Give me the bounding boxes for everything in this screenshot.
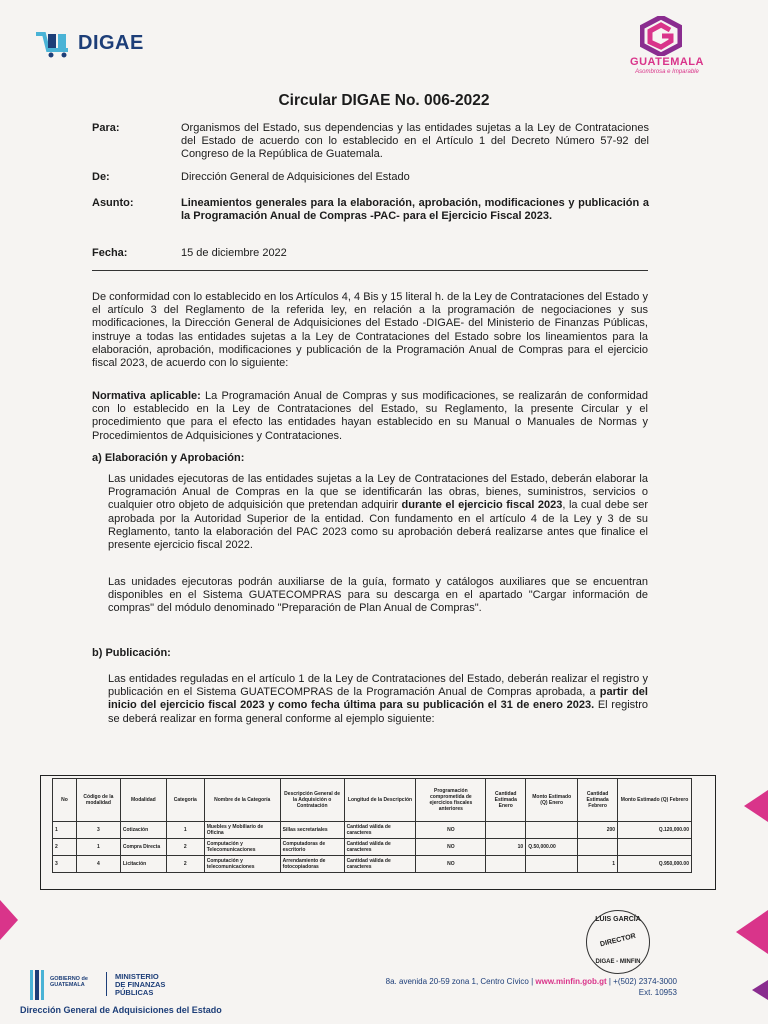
normativa-text: La Programación Anual de Compras y sus modificaciones, se realizarán de conformidad con lo establecido en la Ley de Contrataciones del Estado, su Reglamento, la presente Circular y el procedimiento que para el efecto las entidades hayan establecido en su Manual o Manuales de Normas y Procedimientos de Adquisiciones y Contrataciones. (92, 390, 649, 442)
section-a-paragraph-1 (108, 473, 648, 552)
gob-line-2: GUATEMALA (50, 982, 85, 988)
table-cell: NO (416, 839, 486, 856)
table-cell: 10 (486, 839, 526, 856)
table-header-cell: Monto Estimado (Q) Febrero (618, 779, 692, 822)
table-cell: Cotización (120, 822, 166, 839)
ministerio-logo-text (115, 973, 165, 997)
table-cell (526, 856, 578, 873)
table-header-cell: Descripción General de la Adquisición o Contratación (280, 779, 344, 822)
table-cell: Q.120,000.00 (618, 822, 692, 839)
decorative-chevrons (730, 790, 768, 1020)
table-cell: Computadoras de escritorio (280, 839, 344, 856)
asunto-text: Lineamientos generales para la elaboración, aprobación, modificaciones y publicación a la Programación Anual de Compras -PAC- para el Ejercicio Fiscal 2023. (181, 197, 649, 222)
digae-wordmark: DIGAE (78, 32, 144, 54)
table-row (53, 856, 692, 873)
table-cell: 1 (166, 822, 204, 839)
para-label: Para: (92, 122, 120, 134)
table-cell (618, 839, 692, 856)
b-p1-text-2: El registro se deberá realizar en forma general conforme al ejemplo siguiente: (108, 699, 648, 725)
a-p1-text-1: Las unidades ejecutoras de las entidades sujetas a la Ley de Contrataciones del Estado, deberán elaborar la Programación Anual de Compras en la que se identificarán las obras, bienes, suministros, servicios o cualquier otro objeto de adquisición que pretendan adquirir (108, 473, 648, 512)
table-header-cell: Nombre de la Categoría (204, 779, 280, 822)
a-p1-bold: durante el ejercicio fiscal 2023 (401, 499, 563, 512)
intro-paragraph: De conformidad con lo establecido en los Artículos 4, 4 Bis y 15 literal h. de la Ley de Contrataciones del Estado y el artículo 3 del Reglamento de la referida ley, en relación a la programación de negociaciones y sus modificaciones, la Dirección General de Adquisiciones del Estado -DIGAE- del Ministerio de Finanzas Públicas, instruye a todas las entidades sujetas a la Ley de Contrataciones del Estado sobre los lineamientos para la elaboración, aprobación, modificaciones y publicación de la Programación Anual de Compras para el ejercicio fiscal 2023, de acuerdo con lo siguiente: (92, 291, 648, 370)
table-header-cell: Modalidad (120, 779, 166, 822)
normativa-label: Normativa aplicable: (92, 390, 201, 402)
table-cell: Q.50,000.00 (526, 839, 578, 856)
de-text: Dirección General de Adquisiciones del Estado (181, 171, 410, 183)
table-cell: Computación y telecomunicaciones (204, 856, 280, 873)
pac-example-table (52, 778, 692, 873)
digae-logo (34, 26, 184, 60)
table-cell: NO (416, 856, 486, 873)
para-text: Organismos del Estado, sus dependencias y las entidades sujetas a la Ley de Contrataciones del Estado de acuerdo con lo establecido en el Artículo 1 del Decreto Número 57-92 del Congreso de la República de Guatemala. (181, 122, 649, 160)
table-cell: 2 (53, 839, 77, 856)
section-b-heading: b) Publicación: (92, 647, 171, 659)
address-extension: Ext. 10953 (638, 988, 677, 997)
stamp-top-text: LUIS GARCÍA (595, 916, 641, 923)
table-cell: 3 (53, 856, 77, 873)
footer-direction: Dirección General de Adquisiciones del Estado (20, 1005, 222, 1015)
asunto-label: Asunto: (92, 197, 134, 209)
table-cell: 4 (76, 856, 120, 873)
table-cell: 2 (166, 839, 204, 856)
table-header-cell: Código de la modalidad (76, 779, 120, 822)
table-header-cell: No (53, 779, 77, 822)
table-cell: Cantidad válida de caracteres (344, 822, 416, 839)
b-p1-bold: partir del inicio del ejercicio fiscal 2023 y como fecha última para su publicación el 31 de enero 2023. (108, 686, 648, 712)
table-header-cell: Monto Estimado (Q) Enero (526, 779, 578, 822)
table-header-cell: Longitud de la Descripción (344, 779, 416, 822)
table-header-cell: Programación comprometida de ejercicios fiscales anteriores (416, 779, 486, 822)
table-cell (578, 839, 618, 856)
table-cell: 3 (76, 822, 120, 839)
gob-line-1: GOBIERNO de (50, 976, 88, 982)
de-label: De: (92, 171, 110, 183)
table-cell: 2 (166, 856, 204, 873)
table-cell: Cantidad válida de caracteres (344, 856, 416, 873)
table-cell: Cantidad válida de caracteres (344, 839, 416, 856)
min-line-1: MINISTERIO (115, 972, 159, 981)
website-link[interactable]: www.minfin.gob.gt (535, 977, 607, 986)
table-cell: Compra Directa (120, 839, 166, 856)
table-row (53, 839, 692, 856)
page-title: Circular DIGAE No. 006-2022 (278, 92, 490, 109)
quetzal-emblem-icon (30, 970, 44, 1000)
stamp-bottom-text: DIGAE - MINFIN (595, 959, 641, 965)
fecha-text: 15 de diciembre 2022 (181, 247, 287, 259)
table-header-cell: Cantidad Estimada Febrero (578, 779, 618, 822)
guatemala-logo (612, 16, 722, 80)
table-header-cell: Cantidad Estimada Enero (486, 779, 526, 822)
table-header-cell: Categoría (166, 779, 204, 822)
table-cell: Computación y Telecomunicaciones (204, 839, 280, 856)
b-p1-text-1: Las entidades reguladas en el artículo 1 de la Ley de Contrataciones del Estado, deberán realizar el registro y publicación en el Sistema GUATECOMPRAS de la Programación Anual de Compras aprobada, a (108, 673, 648, 699)
guatemala-slogan: Asombrosa e Imparable (635, 69, 699, 75)
min-line-3: PÚBLICAS (115, 988, 154, 997)
table-cell: Q.950,000.00 (618, 856, 692, 873)
table-cell: NO (416, 822, 486, 839)
official-stamp (586, 910, 650, 974)
table-cell (526, 822, 578, 839)
table-cell (486, 856, 526, 873)
cart-icon (34, 28, 74, 58)
table-row (53, 822, 692, 839)
table-cell: Licitación (120, 856, 166, 873)
a-p1-text-2: , la cual debe ser aprobada por la Autoridad Superior de la entidad. Con fundamento en el artículo 4 de la Ley y 3 de su Reglamento, tanto la elaboración del PAC 2023 como su aprobación deberá realizarse antes que finalice el presente ejercicio fiscal 2022. (108, 499, 648, 552)
guatemala-wordmark: GUATEMALA (630, 56, 704, 68)
table-header-row (53, 779, 692, 822)
table-cell: 1 (53, 822, 77, 839)
decorative-chevron-left (0, 900, 20, 940)
guatemala-g-icon (640, 16, 682, 56)
footer-divider (106, 972, 107, 996)
normativa-paragraph (92, 390, 648, 443)
table-cell: Sillas secretariales (280, 822, 344, 839)
gobierno-logo-text (50, 976, 88, 988)
header-divider (92, 270, 648, 271)
fecha-label: Fecha: (92, 247, 128, 259)
table-cell: 1 (578, 856, 618, 873)
address-street: 8a. avenida 20-59 zona 1, Centro Cívico | (385, 977, 536, 986)
section-a-heading: a) Elaboración y Aprobación: (92, 452, 245, 464)
table-cell: 1 (76, 839, 120, 856)
address-phone: | +(502) 2374-3000 (606, 977, 677, 986)
stamp-mid-text: DIRECTOR (599, 932, 637, 949)
min-line-2: DE FINANZAS (115, 980, 166, 989)
table-cell: Arrendamiento de fotocopiadoras (280, 856, 344, 873)
table-cell: 200 (578, 822, 618, 839)
footer-address (300, 976, 677, 998)
section-a-paragraph-2: Las unidades ejecutoras podrán auxiliarse de la guía, formato y catálogos auxiliares que se encuentran disponibles en el Sistema GUATECOMPRAS para su descarga en el apartado "Cargar información de compras" del módulo denominado "Preparación de Plan Anual de Compras". (108, 576, 648, 615)
table-cell (486, 822, 526, 839)
table-cell: Muebles y Mobiliario de Oficina (204, 822, 280, 839)
section-b-paragraph (108, 673, 648, 726)
